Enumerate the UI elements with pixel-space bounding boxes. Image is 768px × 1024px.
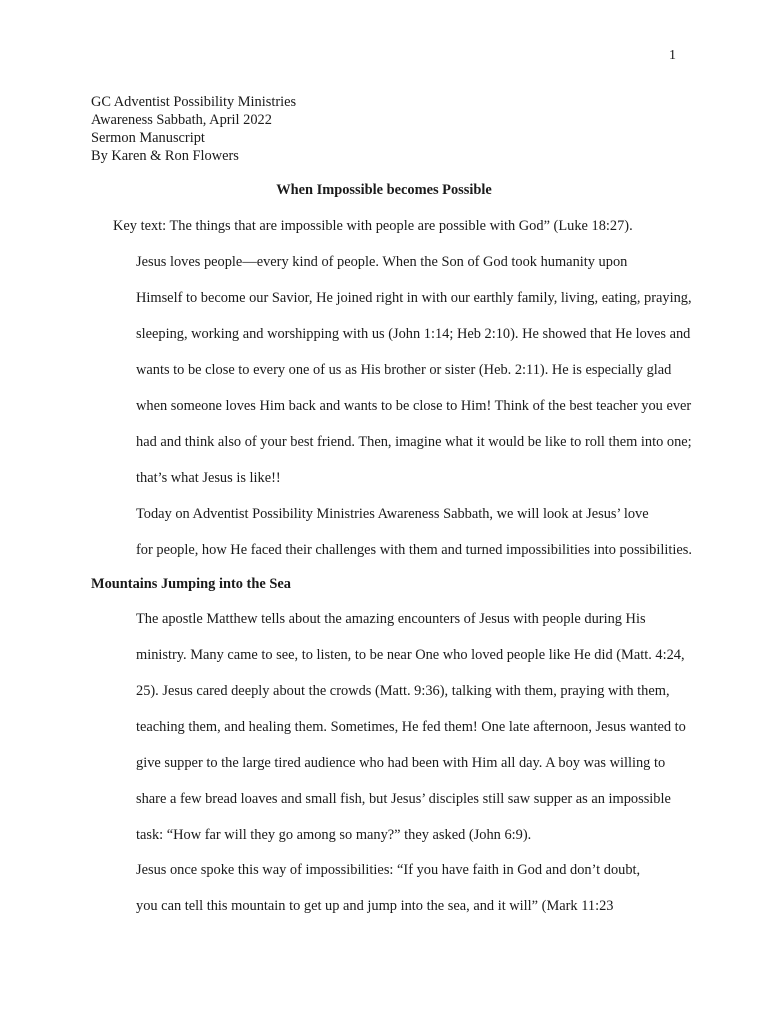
paragraph-line: share a few bread loaves and small fish, but Jesus’ disciples still saw supper as an impossible xyxy=(136,791,671,807)
paragraph-line: sleeping, working and worshipping with us (John 1:14; Heb 2:10). He showed that He loves and xyxy=(136,326,691,342)
header-doc-type: Sermon Manuscript xyxy=(91,130,205,146)
paragraph-line: when someone loves Him back and wants to be close to Him! Think of the best teacher you ever xyxy=(136,398,692,414)
paragraph-line: teaching them, and healing them. Sometimes, He fed them! One late afternoon, Jesus wanted to xyxy=(136,719,686,735)
key-text: Key text: The things that are impossible with people are possible with God” (Luke 18:27). xyxy=(113,218,633,234)
document-header xyxy=(91,93,691,165)
paragraph-line: Himself to become our Savior, He joined right in with our earthly family, living, eating, praying, xyxy=(136,290,692,306)
paragraph-line: you can tell this mountain to get up and jump into the sea, and it will” (Mark 11:23 xyxy=(136,898,614,914)
paragraph-mountain xyxy=(91,852,678,924)
paragraph-line: 25). Jesus cared deeply about the crowds (Matt. 9:36), talking with them, praying with them, xyxy=(136,683,670,699)
header-authors: By Karen & Ron Flowers xyxy=(91,148,239,164)
section-heading: Mountains Jumping into the Sea xyxy=(91,576,291,592)
header-event: Awareness Sabbath, April 2022 xyxy=(91,112,272,128)
paragraph-line: for people, how He faced their challenges with them and turned impossibilities into possibilities. xyxy=(136,542,692,558)
paragraph-line: ministry. Many came to see, to listen, to be near One who loved people like He did (Matt. 4:24, xyxy=(136,647,685,663)
paragraph-line: Today on Adventist Possibility Ministries Awareness Sabbath, we will look at Jesus’ love xyxy=(136,506,649,522)
sermon-title: When Impossible becomes Possible xyxy=(276,182,492,198)
paragraph-line: Jesus once spoke this way of impossibilities: “If you have faith in God and don’t doubt, xyxy=(136,862,641,878)
paragraph-line: that’s what Jesus is like!! xyxy=(136,470,281,486)
paragraph-intro xyxy=(91,244,692,496)
paragraph-line: The apostle Matthew tells about the amazing encounters of Jesus with people during His xyxy=(136,611,646,627)
paragraph-line: give supper to the large tired audience who had been with Him all day. A boy was willing to xyxy=(136,755,666,771)
paragraph-line: task: “How far will they go among so many?” they asked (John 6:9). xyxy=(136,827,532,843)
paragraph-matthew xyxy=(91,601,686,853)
paragraph-today xyxy=(91,496,692,568)
page-number: 1 xyxy=(669,48,676,63)
paragraph-line: had and think also of your best friend. Then, imagine what it would be like to roll them into one; xyxy=(136,434,692,450)
header-organization: GC Adventist Possibility Ministries xyxy=(91,94,297,110)
paragraph-line: wants to be close to every one of us as His brother or sister (Heb. 2:11). He is especially glad xyxy=(136,362,672,378)
paragraph-line: Jesus loves people—every kind of people. When the Son of God took humanity upon xyxy=(136,254,628,270)
